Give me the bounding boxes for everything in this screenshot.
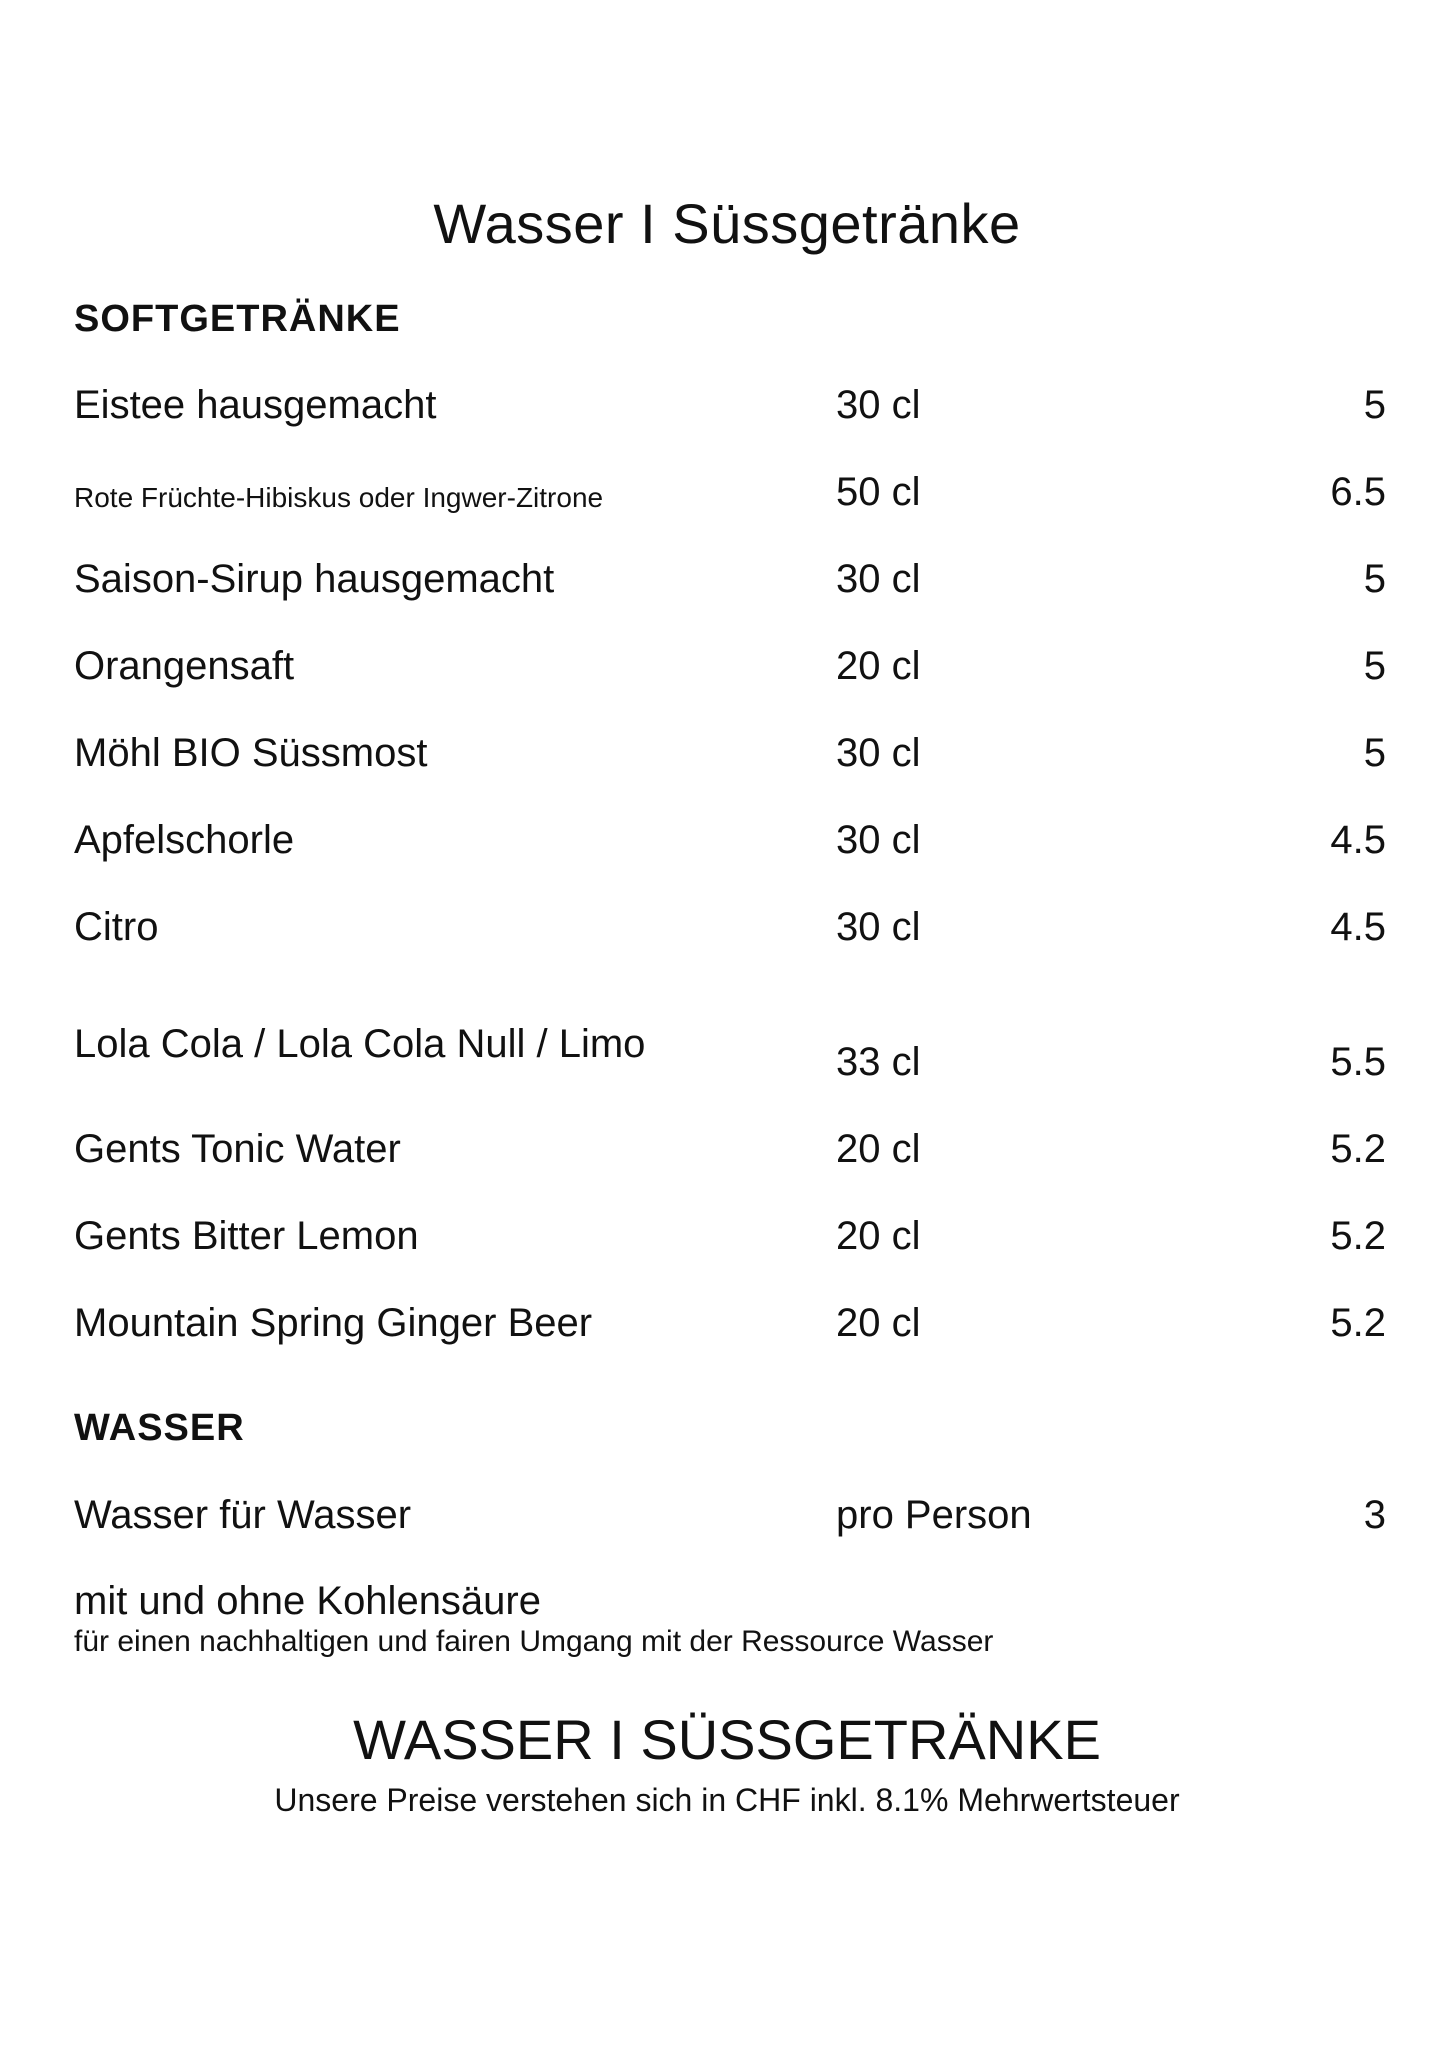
- item-size: 30 cl: [836, 383, 921, 427]
- section-heading-wasser: WASSER: [74, 1407, 245, 1449]
- menu-row: [74, 464, 1386, 520]
- item-price: 6.5: [1330, 470, 1386, 514]
- item-name: Gents Bitter Lemon: [74, 1214, 419, 1258]
- item-name: Rote Früchte-Hibiskus oder Ingwer-Zitrone: [74, 482, 604, 513]
- menu-row: [74, 1295, 1386, 1351]
- menu-row: [74, 638, 1386, 694]
- item-size: 30 cl: [836, 818, 921, 862]
- footer-price-note: Unsere Preise verstehen sich in CHF inkl. 8.1% Mehrwertsteuer: [274, 1782, 1180, 1818]
- item-size: 20 cl: [836, 644, 921, 688]
- menu-row: [74, 551, 1386, 607]
- item-size: 20 cl: [836, 1127, 921, 1171]
- item-name: Saison-Sirup hausgemacht: [74, 557, 555, 601]
- menu-row: [74, 377, 1386, 433]
- item-price: 5.2: [1330, 1214, 1386, 1258]
- item-price: 4.5: [1330, 818, 1386, 862]
- footer-title: WASSER I SÜSSGETRÄNKE: [353, 1708, 1101, 1771]
- menu-row: [74, 1121, 1386, 1177]
- water-subnote: für einen nachhaltigen und fairen Umgang mit der Ressource Wasser: [74, 1625, 994, 1658]
- item-price: 5.5: [1330, 1040, 1386, 1084]
- item-name: Mountain Spring Ginger Beer: [74, 1301, 593, 1345]
- menu-row: [74, 725, 1386, 781]
- item-price: 5: [1363, 557, 1386, 601]
- item-name: Lola Cola / Lola Cola Null / Limo: [74, 1022, 646, 1066]
- item-size: 30 cl: [836, 905, 921, 949]
- item-size: 20 cl: [836, 1214, 921, 1258]
- item-price: 5.2: [1330, 1127, 1386, 1171]
- item-name: Wasser für Wasser: [74, 1493, 412, 1537]
- item-price: 4.5: [1330, 905, 1386, 949]
- item-name: Eistee hausgemacht: [74, 383, 437, 427]
- menu-row: [74, 812, 1386, 868]
- menu-row: [74, 899, 1386, 955]
- item-size: 50 cl: [836, 470, 921, 514]
- item-name: Gents Tonic Water: [74, 1127, 401, 1171]
- page-title: Wasser I Süssgetränke: [433, 192, 1021, 255]
- item-price: 5.2: [1330, 1301, 1386, 1345]
- item-size: 33 cl: [836, 1040, 921, 1084]
- item-price: 5: [1363, 731, 1386, 775]
- section-heading-softgetraenke: SOFTGETRÄNKE: [74, 298, 401, 340]
- item-size: pro Person: [836, 1493, 1032, 1537]
- item-size: 20 cl: [836, 1301, 921, 1345]
- item-name: Möhl BIO Süssmost: [74, 731, 428, 775]
- menu-row: [74, 1208, 1386, 1264]
- item-name: Apfelschorle: [74, 818, 295, 862]
- item-name: Orangensaft: [74, 644, 295, 688]
- item-price: 5: [1363, 383, 1386, 427]
- item-size: 30 cl: [836, 557, 921, 601]
- item-price: 5: [1363, 644, 1386, 688]
- menu-row: [74, 1487, 1386, 1543]
- item-size: 30 cl: [836, 731, 921, 775]
- item-price: 3: [1363, 1493, 1386, 1537]
- menu-row: [74, 1016, 1386, 1084]
- water-note: mit und ohne Kohlensäure: [74, 1579, 541, 1623]
- item-name: Citro: [74, 905, 159, 949]
